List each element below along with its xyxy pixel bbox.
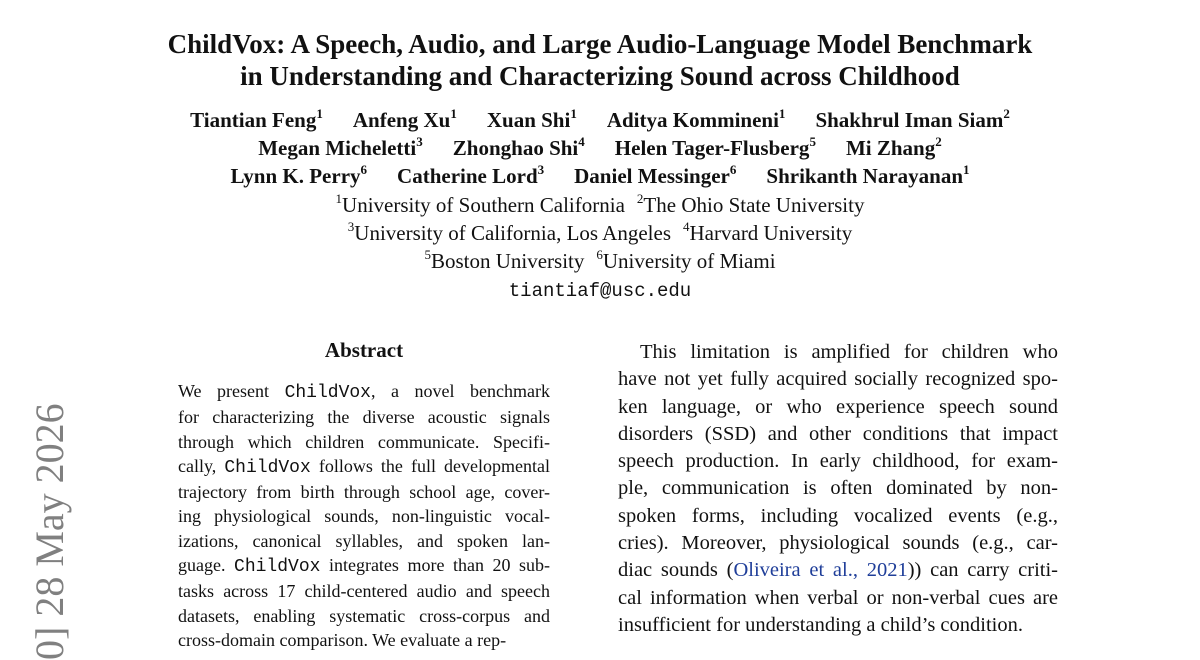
affiliation-marker: 2: [935, 134, 942, 150]
text-run: This limitation is amplified for children who: [640, 341, 1058, 363]
author-name: Catherine Lord$^3$: [397, 162, 545, 188]
code-term: ChildVox: [284, 383, 371, 403]
affiliation-marker: 3: [537, 162, 545, 178]
text-line: [178, 553, 550, 579]
affiliation-marker: 1: [450, 106, 457, 122]
affiliation-row: [0, 193, 1200, 218]
affiliation-marker: 6: [596, 247, 603, 263]
text-run: ing physiological sounds, non-linguistic vocal-: [178, 506, 550, 527]
affiliation-marker: 1: [316, 106, 323, 122]
text-run: )) can carry criti-: [907, 559, 1058, 582]
paper-title-line: ChildVox: A Speech, Audio, and Large Audio-Language Model Benchmark: [167, 29, 1033, 59]
author-name: Aditya Kommineni$^1$: [606, 106, 786, 132]
text-line: [618, 530, 1058, 557]
affiliation-name: $^3$University of California, Los Angeles: [347, 219, 671, 245]
text-line: [618, 557, 1058, 584]
author-name: Helen Tager-Flusberg$^5$: [614, 134, 816, 160]
text-line: [618, 339, 1058, 366]
text-run: insufficient for understanding a child’s condition.: [618, 613, 1023, 636]
text-line: [178, 579, 550, 603]
text-line: [618, 421, 1058, 448]
text-line: [178, 480, 550, 504]
affiliation-marker: 2: [1003, 106, 1010, 122]
text-line: [178, 628, 550, 652]
affiliation-marker: 1: [778, 106, 786, 122]
text-run: tasks across 17 child-centered audio and speech: [178, 581, 550, 602]
author-row: [0, 108, 1200, 133]
text-line: [618, 612, 1058, 639]
text-run: speech production. In early childhood, for exam-: [618, 450, 1058, 473]
author-name: Daniel Messinger$^6$: [574, 162, 737, 188]
text-run: diac sounds: [618, 559, 727, 582]
affiliation-marker: 6: [360, 162, 368, 178]
affiliation-marker: 4: [683, 219, 690, 235]
code-term: ChildVox: [234, 557, 321, 578]
body-text-column: [618, 339, 1058, 639]
author-name: Megan Micheletti$^3$: [258, 134, 423, 160]
citation-link[interactable]: Oliveira et al., 2021: [733, 559, 908, 582]
text-run: through which children communicate. Specifi-: [178, 431, 550, 452]
text-run: trajectory from birth through school age, cover-: [178, 482, 550, 503]
paper-title: [0, 28, 1200, 92]
text-line: [618, 585, 1058, 612]
text-run: disorders (SSD) and other conditions that impact: [618, 422, 1058, 445]
affiliation-name: $^1$University of Southern California: [335, 191, 625, 217]
arxiv-stamp: 0] 28 May 2026: [27, 403, 72, 660]
text-line: [618, 366, 1058, 393]
text-line: [178, 379, 550, 405]
text-run: have not yet fully acquired socially recognized spo-: [618, 368, 1058, 391]
paper-title-line: in Understanding and Characterizing Sound across Childhood: [240, 61, 960, 91]
text-run: follows the full developmental: [310, 455, 550, 476]
text-run: cal information when verbal or non-verbal cues are: [618, 586, 1058, 609]
author-name: Xuan Shi$^1$: [486, 106, 577, 132]
author-name: Shrikanth Narayanan$^1$: [766, 162, 970, 188]
text-run: , a novel benchmark: [370, 381, 550, 401]
text-run: datasets, enabling systematic cross-corpus and: [178, 605, 550, 626]
affiliation-marker: 4: [578, 134, 585, 150]
text-line: [178, 529, 550, 553]
affiliation-row: [0, 221, 1200, 246]
text-run: cries). Moreover, physiological sounds (e.g., car-: [618, 532, 1058, 555]
text-line: [178, 405, 550, 429]
text-run: guage.: [178, 555, 235, 576]
text-run: integrates more than 20 sub-: [320, 555, 550, 576]
affiliation-marker: 5: [809, 134, 816, 150]
affiliation-marker: 3: [347, 219, 355, 235]
text-line: [178, 604, 550, 628]
affiliation-row: [0, 249, 1200, 274]
affiliation-marker: 5: [424, 247, 431, 263]
text-run: for characterizing the diverse acoustic signals: [178, 407, 550, 428]
affiliation-marker: 1: [335, 191, 343, 207]
affiliation-marker: 6: [729, 162, 737, 178]
text-run: cally,: [178, 455, 225, 476]
code-term: ChildVox: [224, 457, 311, 478]
affiliation-name: $^2$The Ohio State University: [636, 191, 865, 217]
author-row: [0, 164, 1200, 189]
affiliation-name: $^4$Harvard University: [683, 219, 853, 245]
author-row: [0, 136, 1200, 161]
text-run: cross-domain comparison. We evaluate a rep-: [178, 629, 507, 650]
affiliation-name: $^6$University of Miami: [596, 247, 776, 273]
affiliation-marker: 1: [570, 106, 577, 122]
text-line: [618, 503, 1058, 530]
affiliation-marker: 1: [963, 162, 970, 178]
text-line: [178, 430, 550, 454]
text-run: ple, communication is often dominated by non-: [618, 477, 1058, 500]
text-line: [178, 504, 550, 528]
contact-email: tiantiaf@usc.edu: [508, 280, 692, 302]
text-line: [618, 394, 1058, 421]
text-run: spoken forms, including vocalized events (e.g.,: [618, 504, 1058, 527]
affiliation-marker: 2: [636, 191, 644, 207]
text-line: [618, 475, 1058, 502]
text-run: We present: [178, 381, 285, 401]
author-name: Anfeng Xu$^1$: [352, 106, 457, 132]
text-line: [618, 448, 1058, 475]
affiliation-name: $^5$Boston University: [424, 247, 585, 273]
author-name: Mi Zhang$^2$: [845, 134, 942, 160]
author-name: Zhonghao Shi$^4$: [452, 134, 585, 160]
author-name: Tiantian Feng$^1$: [190, 106, 323, 132]
abstract-body: [178, 379, 550, 652]
text-run: izations, canonical syllables, and spoken lan-: [178, 530, 550, 551]
text-run: ken language, or who experience speech sound: [618, 395, 1058, 418]
author-name: Shakhrul Iman Siam$^2$: [815, 106, 1010, 132]
text-run: (: [726, 559, 734, 582]
text-line: [178, 454, 550, 480]
affiliation-marker: 3: [416, 134, 423, 150]
author-name: Lynn K. Perry$^6$: [230, 162, 368, 188]
abstract-heading: Abstract: [324, 338, 404, 362]
